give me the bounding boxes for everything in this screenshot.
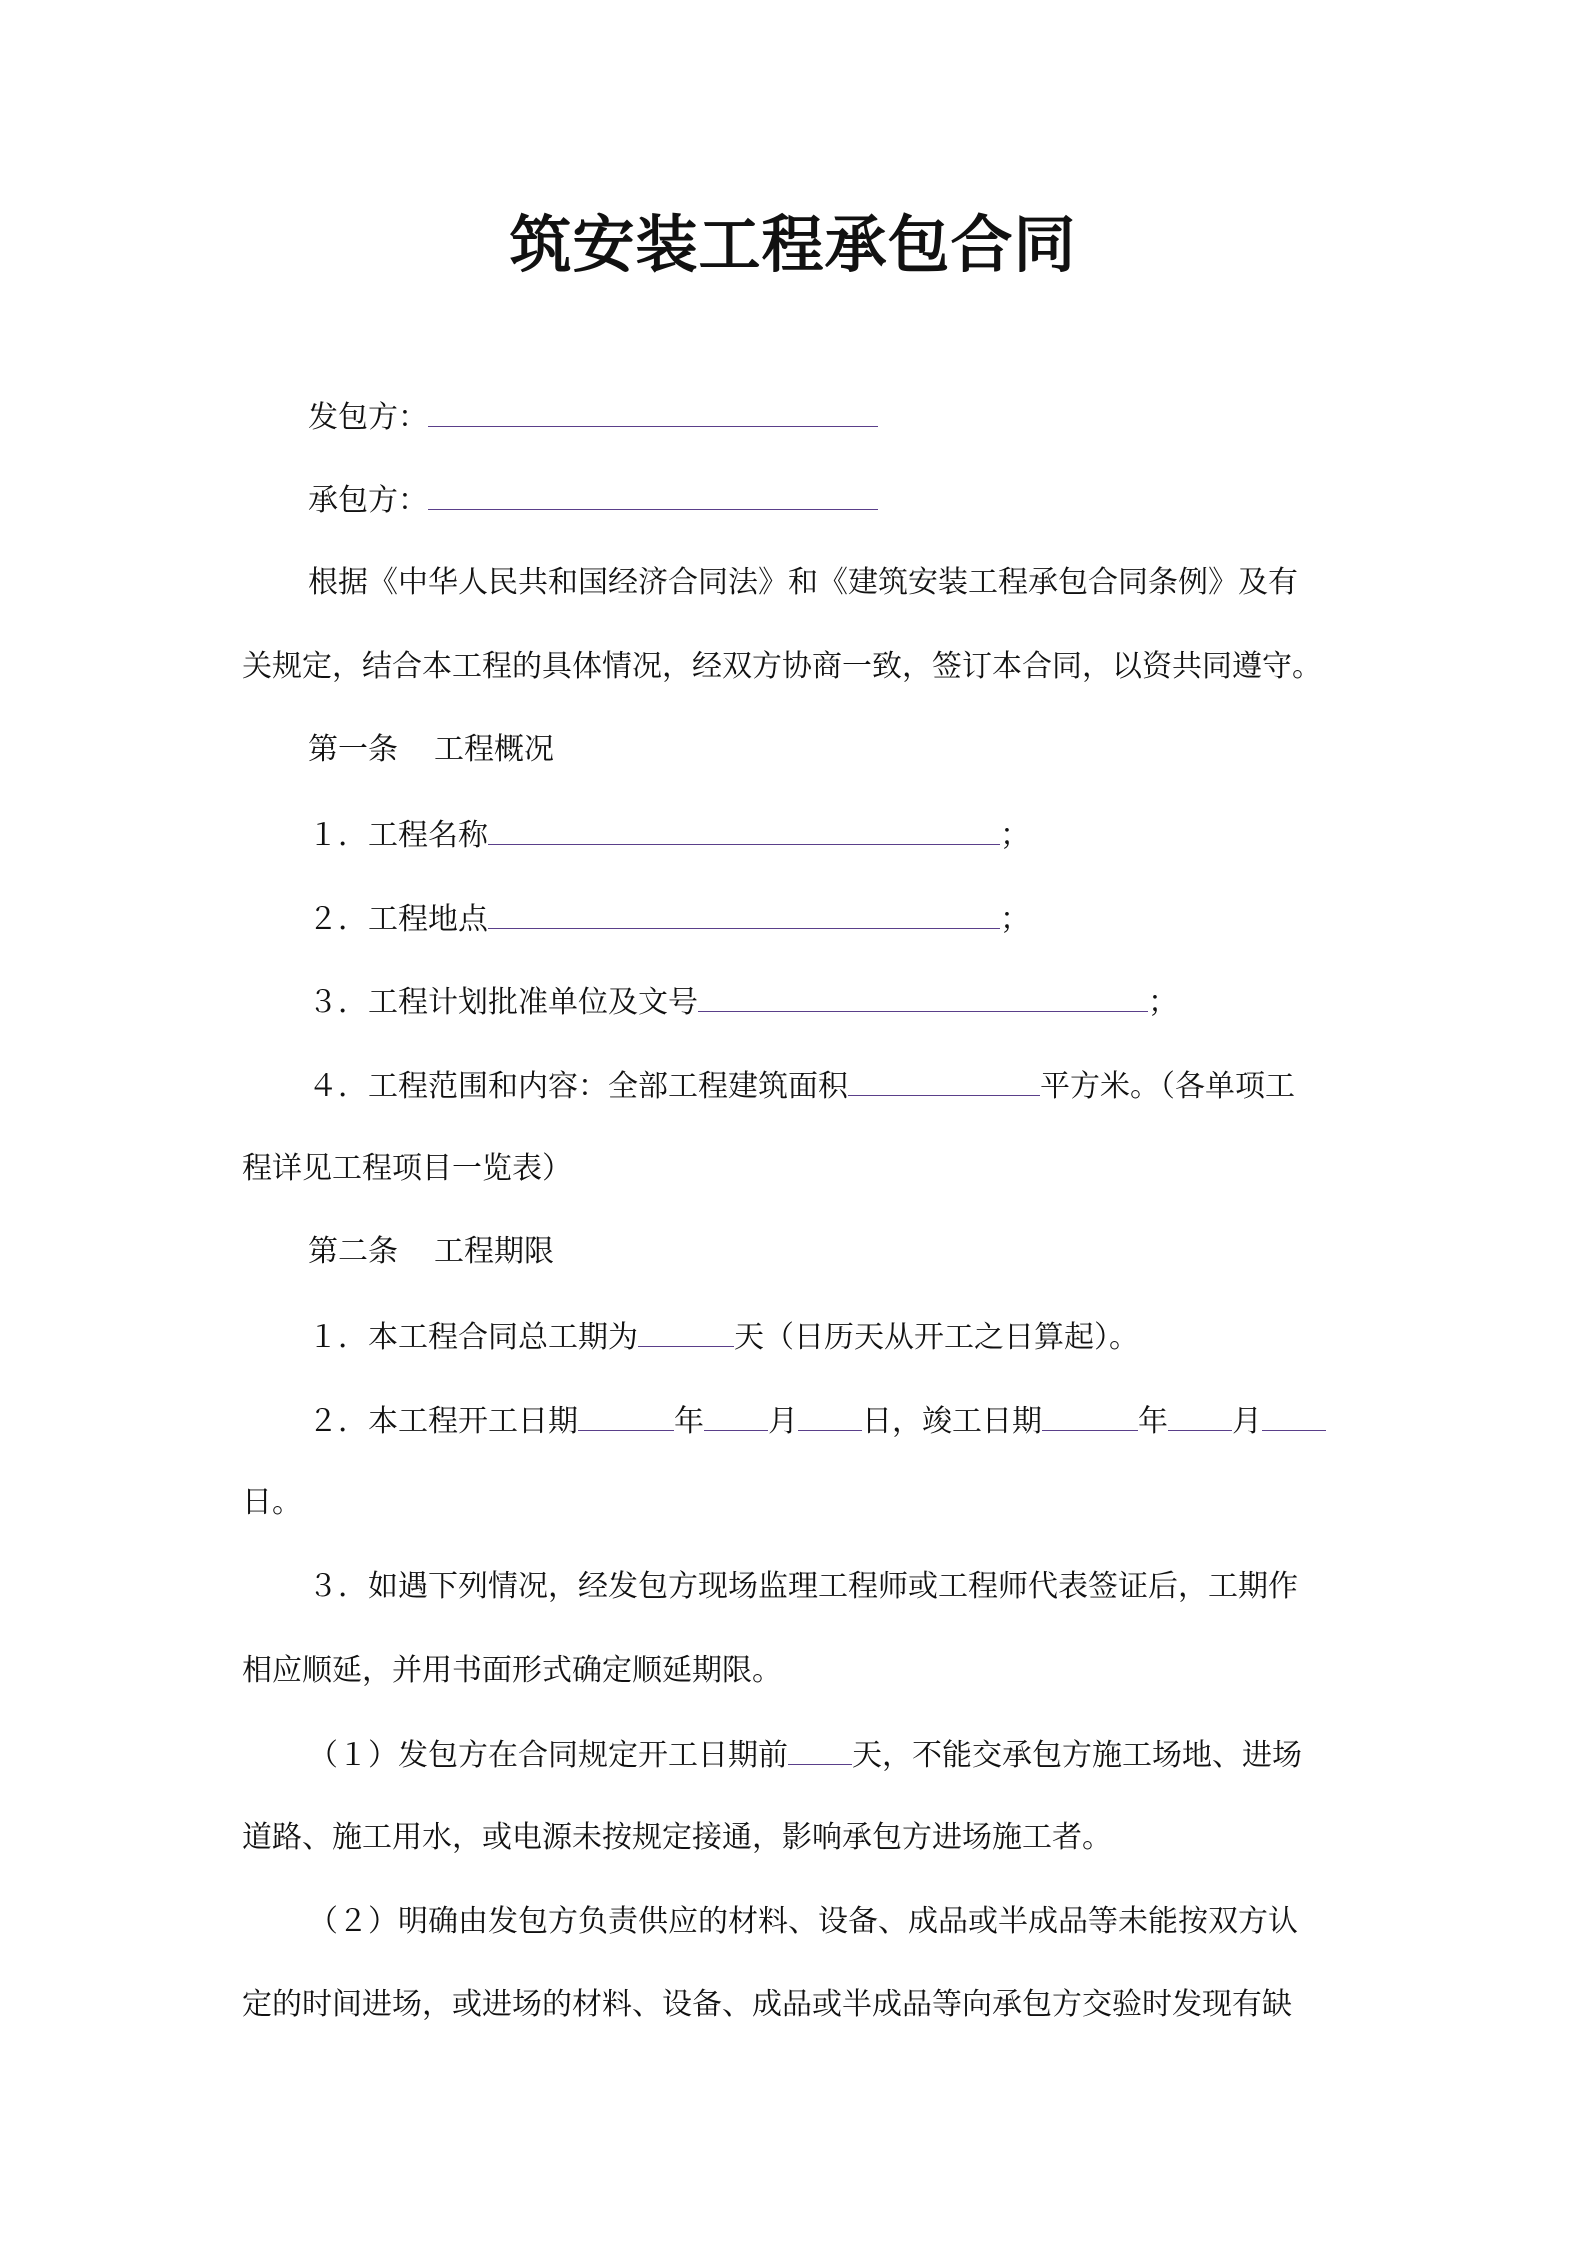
- term-1-label: １．本工程合同总工期为: [308, 1320, 638, 1355]
- item-4-continuation: 程详见工程项目一览表）: [242, 1151, 572, 1186]
- document-title: 筑安装工程承包合同: [509, 208, 1077, 281]
- case-1-label: （１）发包方在合同规定开工日期前: [308, 1738, 788, 1773]
- term-2-line: [308, 1400, 1326, 1442]
- total-days-blank[interactable]: [638, 1316, 734, 1347]
- item-1-label: １．工程名称: [308, 818, 488, 853]
- end-year-blank[interactable]: [1042, 1400, 1138, 1431]
- case-1-rest: 天，不能交承包方施工场地、进场: [852, 1738, 1302, 1773]
- term-3-line-2: 相应顺延，并用书面形式确定顺延期限。: [242, 1653, 782, 1688]
- end-year-label: 年: [1138, 1404, 1168, 1439]
- term-1-rest: 天（日历天从开工之日算起）。: [734, 1320, 1139, 1355]
- party-b-line: [308, 479, 878, 521]
- party-a-line: [308, 396, 878, 438]
- item-1-line: [308, 814, 1030, 856]
- article-1-heading: [308, 730, 554, 770]
- term-3-line-1: ３．如遇下列情况，经发包方现场监理工程师或工程师代表签证后，工期作: [308, 1569, 1298, 1604]
- item-4-label: ４．工程范围和内容：全部工程建筑面积: [308, 1069, 848, 1104]
- end-month-blank[interactable]: [1168, 1400, 1232, 1431]
- case-1-line-1: [308, 1734, 1302, 1776]
- article-2-heading: [308, 1232, 554, 1272]
- start-year-label: 年: [674, 1404, 704, 1439]
- item-2-label: ２．工程地点: [308, 902, 488, 937]
- party-b-blank[interactable]: [428, 479, 878, 510]
- start-day-blank[interactable]: [798, 1400, 862, 1431]
- preamble-line-1: 根据《中华人民共和国经济合同法》和《建筑安装工程承包合同条例》及有: [308, 565, 1298, 600]
- term-2-label: ２．本工程开工日期: [308, 1404, 578, 1439]
- item-2-line: [308, 898, 1030, 940]
- case-1-days-blank[interactable]: [788, 1734, 852, 1765]
- start-month-label: 月: [768, 1404, 798, 1439]
- approval-unit-blank[interactable]: [698, 981, 1148, 1012]
- end-day-blank[interactable]: [1262, 1400, 1326, 1431]
- article-1-number: 第一条: [308, 732, 398, 767]
- party-b-label: 承包方：: [308, 483, 428, 518]
- item-3-line: [308, 981, 1178, 1023]
- project-location-blank[interactable]: [488, 898, 1000, 929]
- case-2-line-2: 定的时间进场，或进场的材料、设备、成品或半成品等向承包方交验时发现有缺: [242, 1987, 1292, 2022]
- article-1-title: 工程概况: [434, 732, 554, 767]
- item-1-end: ；: [1000, 818, 1030, 853]
- end-month-label: 月: [1232, 1404, 1262, 1439]
- start-year-blank[interactable]: [578, 1400, 674, 1431]
- case-2-line-1: （２）明确由发包方负责供应的材料、设备、成品或半成品等未能按双方认: [308, 1904, 1298, 1939]
- item-2-end: ；: [1000, 902, 1030, 937]
- preamble-line-2: 关规定，结合本工程的具体情况，经双方协商一致，签订本合同，以资共同遵守。: [242, 649, 1322, 684]
- party-a-blank[interactable]: [428, 396, 878, 427]
- item-3-end: ；: [1148, 985, 1178, 1020]
- item-3-label: ３．工程计划批准单位及文号: [308, 985, 698, 1020]
- start-month-blank[interactable]: [704, 1400, 768, 1431]
- term-1-line: [308, 1316, 1139, 1358]
- item-4-line: [308, 1065, 1295, 1107]
- article-2-number: 第二条: [308, 1234, 398, 1269]
- term-2-continuation: 日。: [242, 1485, 302, 1520]
- party-a-label: 发包方：: [308, 400, 428, 435]
- project-name-blank[interactable]: [488, 814, 1000, 845]
- case-1-line-2: 道路、施工用水，或电源未按规定接通，影响承包方进场施工者。: [242, 1820, 1112, 1855]
- building-area-blank[interactable]: [848, 1065, 1040, 1096]
- completion-date-label: 日，竣工日期: [862, 1404, 1042, 1439]
- item-4-unit: 平方米。（各单项工: [1040, 1069, 1295, 1104]
- article-2-title: 工程期限: [434, 1234, 554, 1269]
